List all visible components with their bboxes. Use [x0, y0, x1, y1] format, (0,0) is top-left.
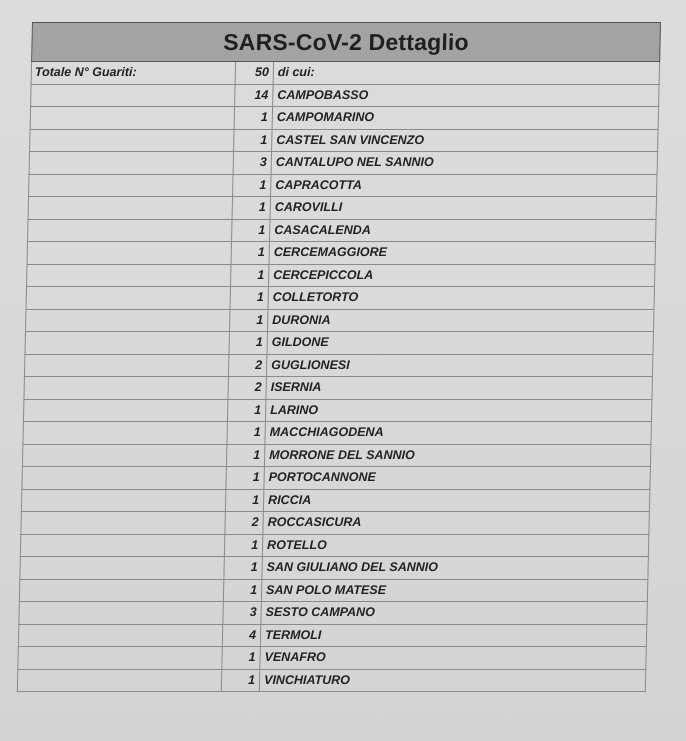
row-municipality: COLLETORTO: [268, 287, 655, 310]
row-municipality: CAROVILLI: [270, 197, 657, 220]
table-row: [24, 354, 653, 377]
table-row: [28, 219, 657, 242]
row-count: 1: [233, 174, 272, 197]
table-row: [26, 264, 655, 287]
row-municipality: VINCHIATURO: [259, 669, 646, 692]
table-body: [17, 62, 659, 692]
row-municipality: VENAFRO: [260, 647, 647, 670]
row-municipality: RICCIA: [263, 489, 650, 512]
table-row: [31, 84, 660, 107]
table-row: [27, 242, 656, 265]
empty-cell: [19, 579, 224, 602]
row-municipality: CASTEL SAN VINCENZO: [272, 129, 659, 152]
table-row: [24, 377, 653, 400]
empty-cell: [29, 152, 234, 175]
table-row: [30, 129, 659, 152]
table-row: [26, 287, 655, 310]
empty-cell: [26, 287, 231, 310]
table-row: [20, 534, 649, 557]
row-municipality: CAMPOMARINO: [272, 107, 659, 130]
table-row: [30, 107, 659, 130]
summary-label: Totale N° Guariti:: [31, 62, 236, 85]
row-count: 1: [221, 669, 260, 692]
summary-row: [31, 62, 660, 85]
summary-value: 50: [235, 62, 274, 85]
summary-suffix: di cui:: [273, 62, 660, 85]
empty-cell: [25, 309, 230, 332]
row-count: 1: [227, 422, 266, 445]
empty-cell: [30, 129, 235, 152]
row-count: 1: [224, 557, 263, 580]
detail-table: [17, 22, 661, 692]
empty-cell: [18, 647, 223, 670]
row-count: 1: [234, 107, 273, 130]
table-row: [23, 399, 652, 422]
row-count: 1: [230, 287, 269, 310]
row-count: 1: [226, 467, 265, 490]
table-title: SARS-CoV-2 Dettaglio: [32, 23, 661, 62]
table-row: [25, 309, 654, 332]
row-count: 2: [228, 377, 267, 400]
empty-cell: [26, 264, 231, 287]
row-count: 3: [233, 152, 272, 175]
row-count: 3: [223, 602, 262, 625]
row-count: 1: [232, 219, 271, 242]
empty-cell: [21, 489, 226, 512]
row-municipality: ISERNIA: [266, 377, 653, 400]
row-municipality: SAN POLO MATESE: [261, 579, 648, 602]
row-count: 2: [228, 354, 267, 377]
row-count: 1: [224, 534, 263, 557]
empty-cell: [19, 602, 224, 625]
row-count: 1: [225, 489, 264, 512]
empty-cell: [22, 467, 227, 490]
title-row: [32, 23, 661, 62]
empty-cell: [28, 197, 233, 220]
row-count: 1: [232, 197, 271, 220]
row-municipality: ROTELLO: [262, 534, 649, 557]
row-municipality: CERCEPICCOLA: [268, 264, 655, 287]
row-count: 1: [231, 242, 270, 265]
table-row: [23, 422, 652, 445]
row-municipality: CANTALUPO NEL SANNIO: [271, 152, 658, 175]
row-municipality: CAMPOBASSO: [273, 84, 660, 107]
row-count: 1: [223, 579, 262, 602]
row-municipality: PORTOCANNONE: [264, 467, 651, 490]
row-municipality: DURONIA: [267, 309, 654, 332]
empty-cell: [20, 534, 225, 557]
empty-cell: [23, 422, 228, 445]
table-row: [29, 174, 658, 197]
empty-cell: [27, 242, 232, 265]
row-count: 14: [235, 84, 274, 107]
table-row: [19, 602, 648, 625]
empty-cell: [28, 219, 233, 242]
table-row: [18, 624, 647, 647]
table-row: [22, 444, 651, 467]
row-count: 1: [222, 647, 261, 670]
table-row: [25, 332, 654, 355]
empty-cell: [22, 444, 227, 467]
row-municipality: CERCEMAGGIORE: [269, 242, 656, 265]
row-municipality: GUGLIONESI: [266, 354, 653, 377]
empty-cell: [30, 107, 235, 130]
empty-cell: [21, 512, 226, 535]
table-container: [17, 22, 660, 692]
row-municipality: LARINO: [265, 399, 652, 422]
row-municipality: CAPRACOTTA: [271, 174, 658, 197]
row-count: 1: [229, 309, 268, 332]
table-row: [19, 579, 648, 602]
row-municipality: TERMOLI: [260, 624, 647, 647]
empty-cell: [20, 557, 225, 580]
row-municipality: GILDONE: [267, 332, 654, 355]
table-row: [21, 512, 650, 535]
empty-cell: [24, 377, 229, 400]
table-row: [22, 467, 651, 490]
row-count: 4: [222, 624, 261, 647]
row-count: 1: [234, 129, 273, 152]
empty-cell: [17, 669, 222, 692]
row-count: 1: [227, 399, 266, 422]
row-municipality: MORRONE DEL SANNIO: [264, 444, 651, 467]
row-count: 1: [230, 264, 269, 287]
empty-cell: [18, 624, 223, 647]
empty-cell: [25, 332, 230, 355]
row-count: 2: [225, 512, 264, 535]
row-count: 1: [226, 444, 265, 467]
table-row: [18, 647, 647, 670]
table-row: [21, 489, 650, 512]
empty-cell: [23, 399, 228, 422]
row-municipality: CASACALENDA: [270, 219, 657, 242]
empty-cell: [29, 174, 234, 197]
table-row: [17, 669, 646, 692]
empty-cell: [31, 84, 236, 107]
table-row: [29, 152, 658, 175]
row-municipality: ROCCASICURA: [263, 512, 650, 535]
table-row: [28, 197, 657, 220]
row-municipality: SAN GIULIANO DEL SANNIO: [262, 557, 649, 580]
row-municipality: SESTO CAMPANO: [261, 602, 648, 625]
table-row: [20, 557, 649, 580]
row-municipality: MACCHIAGODENA: [265, 422, 652, 445]
row-count: 1: [229, 332, 268, 355]
empty-cell: [24, 354, 229, 377]
